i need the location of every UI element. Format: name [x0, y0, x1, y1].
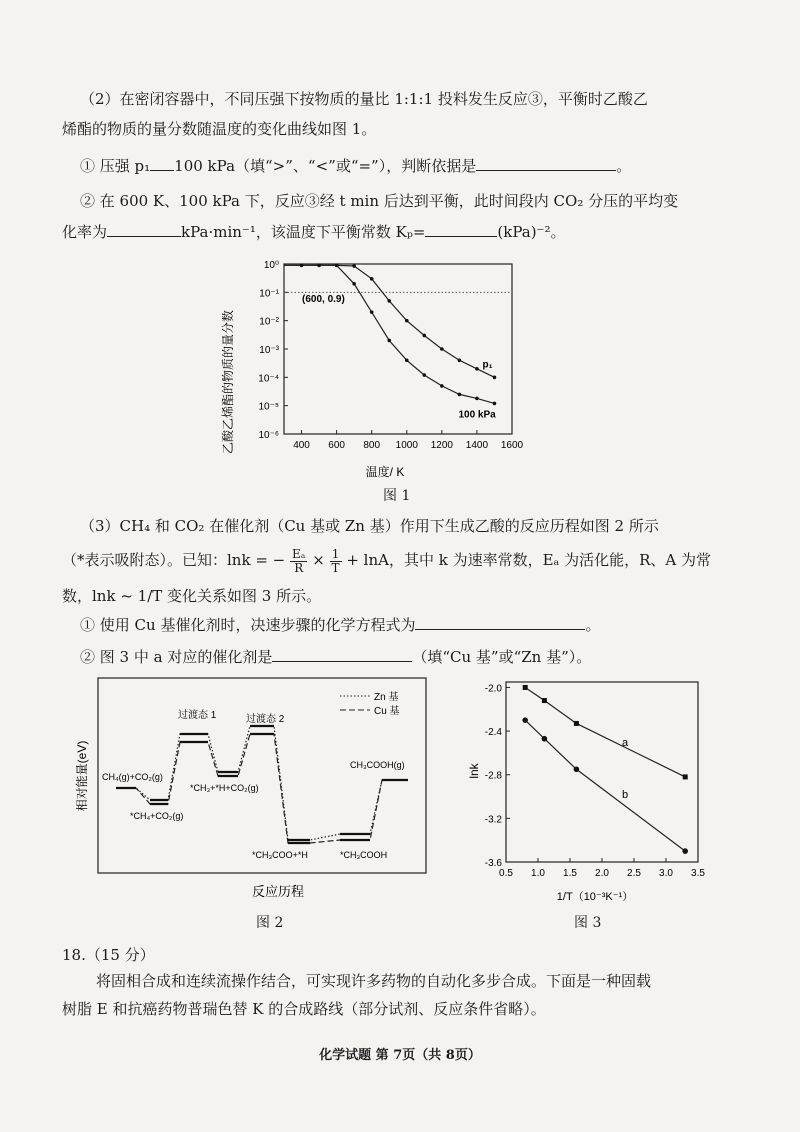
- fig1-xtick-label: 800: [363, 440, 381, 451]
- frac2-den: T: [331, 560, 340, 575]
- answer-blank[interactable]: [150, 154, 174, 171]
- fig3-ytick-label: -2.8: [484, 770, 502, 782]
- fig3-series-line: [525, 687, 685, 776]
- fig2-ylabel: 相对能量(eV): [75, 740, 89, 812]
- q2-item1-end: 。: [616, 157, 632, 175]
- fig1-data-point: [493, 376, 497, 380]
- fig1-data-point: [405, 358, 409, 362]
- fig1-data-point: [335, 263, 339, 267]
- fig1-annotation: (600, 0.9): [302, 294, 345, 305]
- fig3-data-point: [522, 717, 528, 723]
- frac1-den: R: [294, 560, 304, 575]
- fig1-data-point: [317, 263, 321, 267]
- q3-item1-end: 。: [585, 616, 601, 634]
- fig3-label-a: a: [622, 737, 629, 749]
- q3-item2-end: （填“Cu 基”或“Zn 基”）。: [412, 648, 592, 666]
- fig1-ytick-label: 10⁰: [263, 260, 279, 271]
- q3-line3: 数，lnk ~ 1/T 变化关系如图 3 所示。: [62, 587, 322, 605]
- figure-3-chart: [467, 676, 710, 906]
- fig1-data-point: [387, 339, 391, 343]
- fraction-1-t: [330, 548, 342, 575]
- fraction-ea-r: [290, 548, 307, 575]
- fig3-ytick-label: -2.4: [484, 727, 502, 739]
- q2-intro-line1: （2）在密闭容器中，不同压强下按物质的量比 1:1:1 投料发生反应③，平衡时乙酸乙: [80, 90, 648, 108]
- fig1-data-point: [387, 299, 391, 303]
- q18-line2: 树脂 E 和抗癌药物普瑞色替 K 的合成路线（部分试剂、反应条件省略）。: [62, 1000, 546, 1018]
- q2-item2-line1: ② 在 600 K、100 kPa 下，反应③经 t min 后达到平衡，此时间段内 CO₂ 分压的平均变: [80, 192, 679, 210]
- q3-line2-b: + lnA，其中 k 为速率常数，Eₐ 为活化能，R、A 为常: [346, 551, 711, 569]
- fig1-data-point: [475, 397, 479, 401]
- fig3-xtick-label: 1.0: [531, 868, 545, 879]
- label-s4: *CH₃COOH: [340, 850, 388, 860]
- q2-item2-a: 化率为: [62, 223, 108, 241]
- q3-line2: [62, 542, 711, 578]
- q2-item2-b: kPa·min⁻¹，该温度下平衡常数 Kₚ=: [181, 223, 426, 241]
- fig1-ytick-label: 10⁻¹: [259, 288, 279, 300]
- answer-blank[interactable]: [415, 613, 585, 630]
- fig1-ytick-label: 10⁻²: [259, 316, 279, 328]
- legend-zn: Zn 基: [374, 692, 399, 703]
- fig3-xtick-label: 3.0: [659, 868, 673, 879]
- fig3-data-point: [574, 766, 580, 772]
- label-s5: CH₃COOH(g): [350, 760, 405, 770]
- figure-1-chart: [220, 252, 530, 482]
- fig3-ytick-label: -3.6: [484, 858, 502, 869]
- fig1-data-point: [440, 384, 444, 388]
- q3-item1: [80, 613, 600, 635]
- fig3-label-b: b: [622, 789, 629, 801]
- fig3-data-point: [523, 685, 528, 690]
- fig3-xtick-label: 2.0: [595, 868, 609, 879]
- q3-item2-text: ② 图 3 中 a 对应的催化剂是: [80, 648, 273, 666]
- fig3-data-point: [683, 774, 688, 779]
- fig1-data-point: [475, 367, 479, 371]
- legend-cu: Cu 基: [374, 706, 400, 717]
- fig1-data-point: [440, 347, 444, 351]
- fig3-xtick-label: 0.5: [499, 868, 513, 879]
- fig3-ytick-label: -2.0: [484, 683, 502, 695]
- q3-times: ×: [312, 551, 325, 569]
- fig1-data-point: [458, 393, 462, 397]
- q2-item1-prefix: ① 压强 p₁: [80, 157, 151, 175]
- fig1-ytick-label: 10⁻⁶: [258, 430, 279, 441]
- fig3-xlabel: 1/T（10⁻³K⁻¹）: [556, 891, 634, 903]
- label-s2: *CH₃+*H+CO₂(g): [190, 783, 259, 793]
- q3-line2-a: （*表示吸附态）。已知：lnk = −: [62, 551, 286, 569]
- fig3-ylabel: lnk: [467, 763, 481, 779]
- label-ts1: 过渡态 1: [178, 710, 217, 721]
- fig3-data-point: [542, 736, 548, 742]
- fig3-series-line: [525, 720, 685, 851]
- answer-blank[interactable]: [272, 645, 412, 662]
- fig1-caption: 图 1: [383, 488, 411, 504]
- fig1-data-point: [370, 310, 374, 314]
- fig3-data-point: [542, 698, 547, 703]
- fig1-data-point: [493, 402, 497, 406]
- fig1-data-point: [423, 373, 427, 377]
- fig2-xlabel: 反应历程: [251, 884, 305, 899]
- fig1-series-line: [284, 265, 494, 403]
- fig1-xlabel: 温度/ K: [365, 465, 405, 479]
- frac1-num: Eₐ: [292, 546, 306, 561]
- frac2-num: 1: [330, 548, 342, 562]
- fig3-data-point: [682, 848, 688, 854]
- fig3-xtick-label: 1.5: [563, 868, 577, 879]
- q3-item1-text: ① 使用 Cu 基催化剂时，决速步骤的化学方程式为: [80, 616, 416, 634]
- cu-path: [116, 734, 408, 843]
- fig1-data-point: [405, 319, 409, 323]
- fig1-ytick-label: 10⁻⁵: [258, 401, 279, 413]
- fig1-data-point: [352, 282, 356, 286]
- fig1-xtick-label: 1400: [465, 440, 489, 451]
- q2-intro-line2: 烯酯的物质的量分数随温度的变化曲线如图 1。: [62, 120, 377, 138]
- label-s3: *CH₃COO+*H: [252, 850, 308, 860]
- label-s0: CH₄(g)+CO₂(g): [102, 772, 163, 782]
- fig1-data-point: [423, 334, 427, 338]
- fig2-caption: 图 2: [256, 915, 284, 931]
- fig3-ytick-label: -3.2: [484, 814, 502, 826]
- fig1-ylabel: 乙酸乙烯酯的物质的量分数: [221, 309, 235, 455]
- label-ts2: 过渡态 2: [246, 714, 285, 725]
- q3-line1: （3）CH₄ 和 CO₂ 在催化剂（Cu 基或 Zn 基）作用下生成乙酸的反应历程如图 2 所示: [80, 517, 659, 535]
- answer-blank[interactable]: [107, 220, 181, 237]
- page-footer: 化学试题 第 7页（共 8页）: [319, 1048, 481, 1063]
- fig1-xtick-label: 1600: [500, 440, 524, 451]
- q2-item1-suffix: 100 kPa（填“>”、“<”或“=”），判断依据是: [174, 157, 477, 175]
- fig3-xtick-label: 2.5: [627, 868, 641, 879]
- fig1-data-point: [352, 264, 356, 268]
- fig1-xtick-label: 600: [328, 440, 345, 451]
- figure-2-energy-diagram: [75, 676, 428, 906]
- answer-blank[interactable]: [476, 154, 616, 171]
- fig1-ytick-label: 10⁻⁴: [258, 373, 279, 385]
- fig1-data-point: [300, 263, 304, 267]
- q18-heading: 18.（15 分）: [62, 946, 155, 964]
- fig3-caption: 图 3: [574, 915, 602, 931]
- q2-item2-c: (kPa)⁻²。: [497, 223, 566, 241]
- fig3-xtick-label: 3.5: [691, 868, 705, 879]
- fig1-xtick-label: 1200: [430, 440, 453, 451]
- fig1-series-label: p₁: [482, 359, 493, 371]
- fig1-xtick-label: 1000: [395, 440, 418, 451]
- fig3-data-point: [574, 721, 579, 726]
- fig1-ytick-label: 10⁻³: [259, 345, 279, 356]
- q18-line1: 将固相合成和连续流操作结合，可实现许多药物的自动化多步合成。下面是一种固载: [96, 972, 652, 990]
- fig3-plot-frame: [506, 682, 698, 862]
- fig1-data-point: [370, 277, 374, 281]
- answer-blank[interactable]: [425, 220, 497, 237]
- label-s1: *CH₄+CO₂(g): [130, 811, 184, 821]
- fig1-xtick-label: 400: [293, 440, 310, 451]
- fig1-series-line: [284, 265, 494, 377]
- q2-item1: [80, 154, 631, 176]
- q3-item2: [80, 645, 591, 667]
- zn-path: [116, 726, 408, 840]
- fig1-series-label: 100 kPa: [458, 409, 496, 421]
- q2-item2-line2: [62, 220, 565, 242]
- fig1-data-point: [458, 358, 462, 362]
